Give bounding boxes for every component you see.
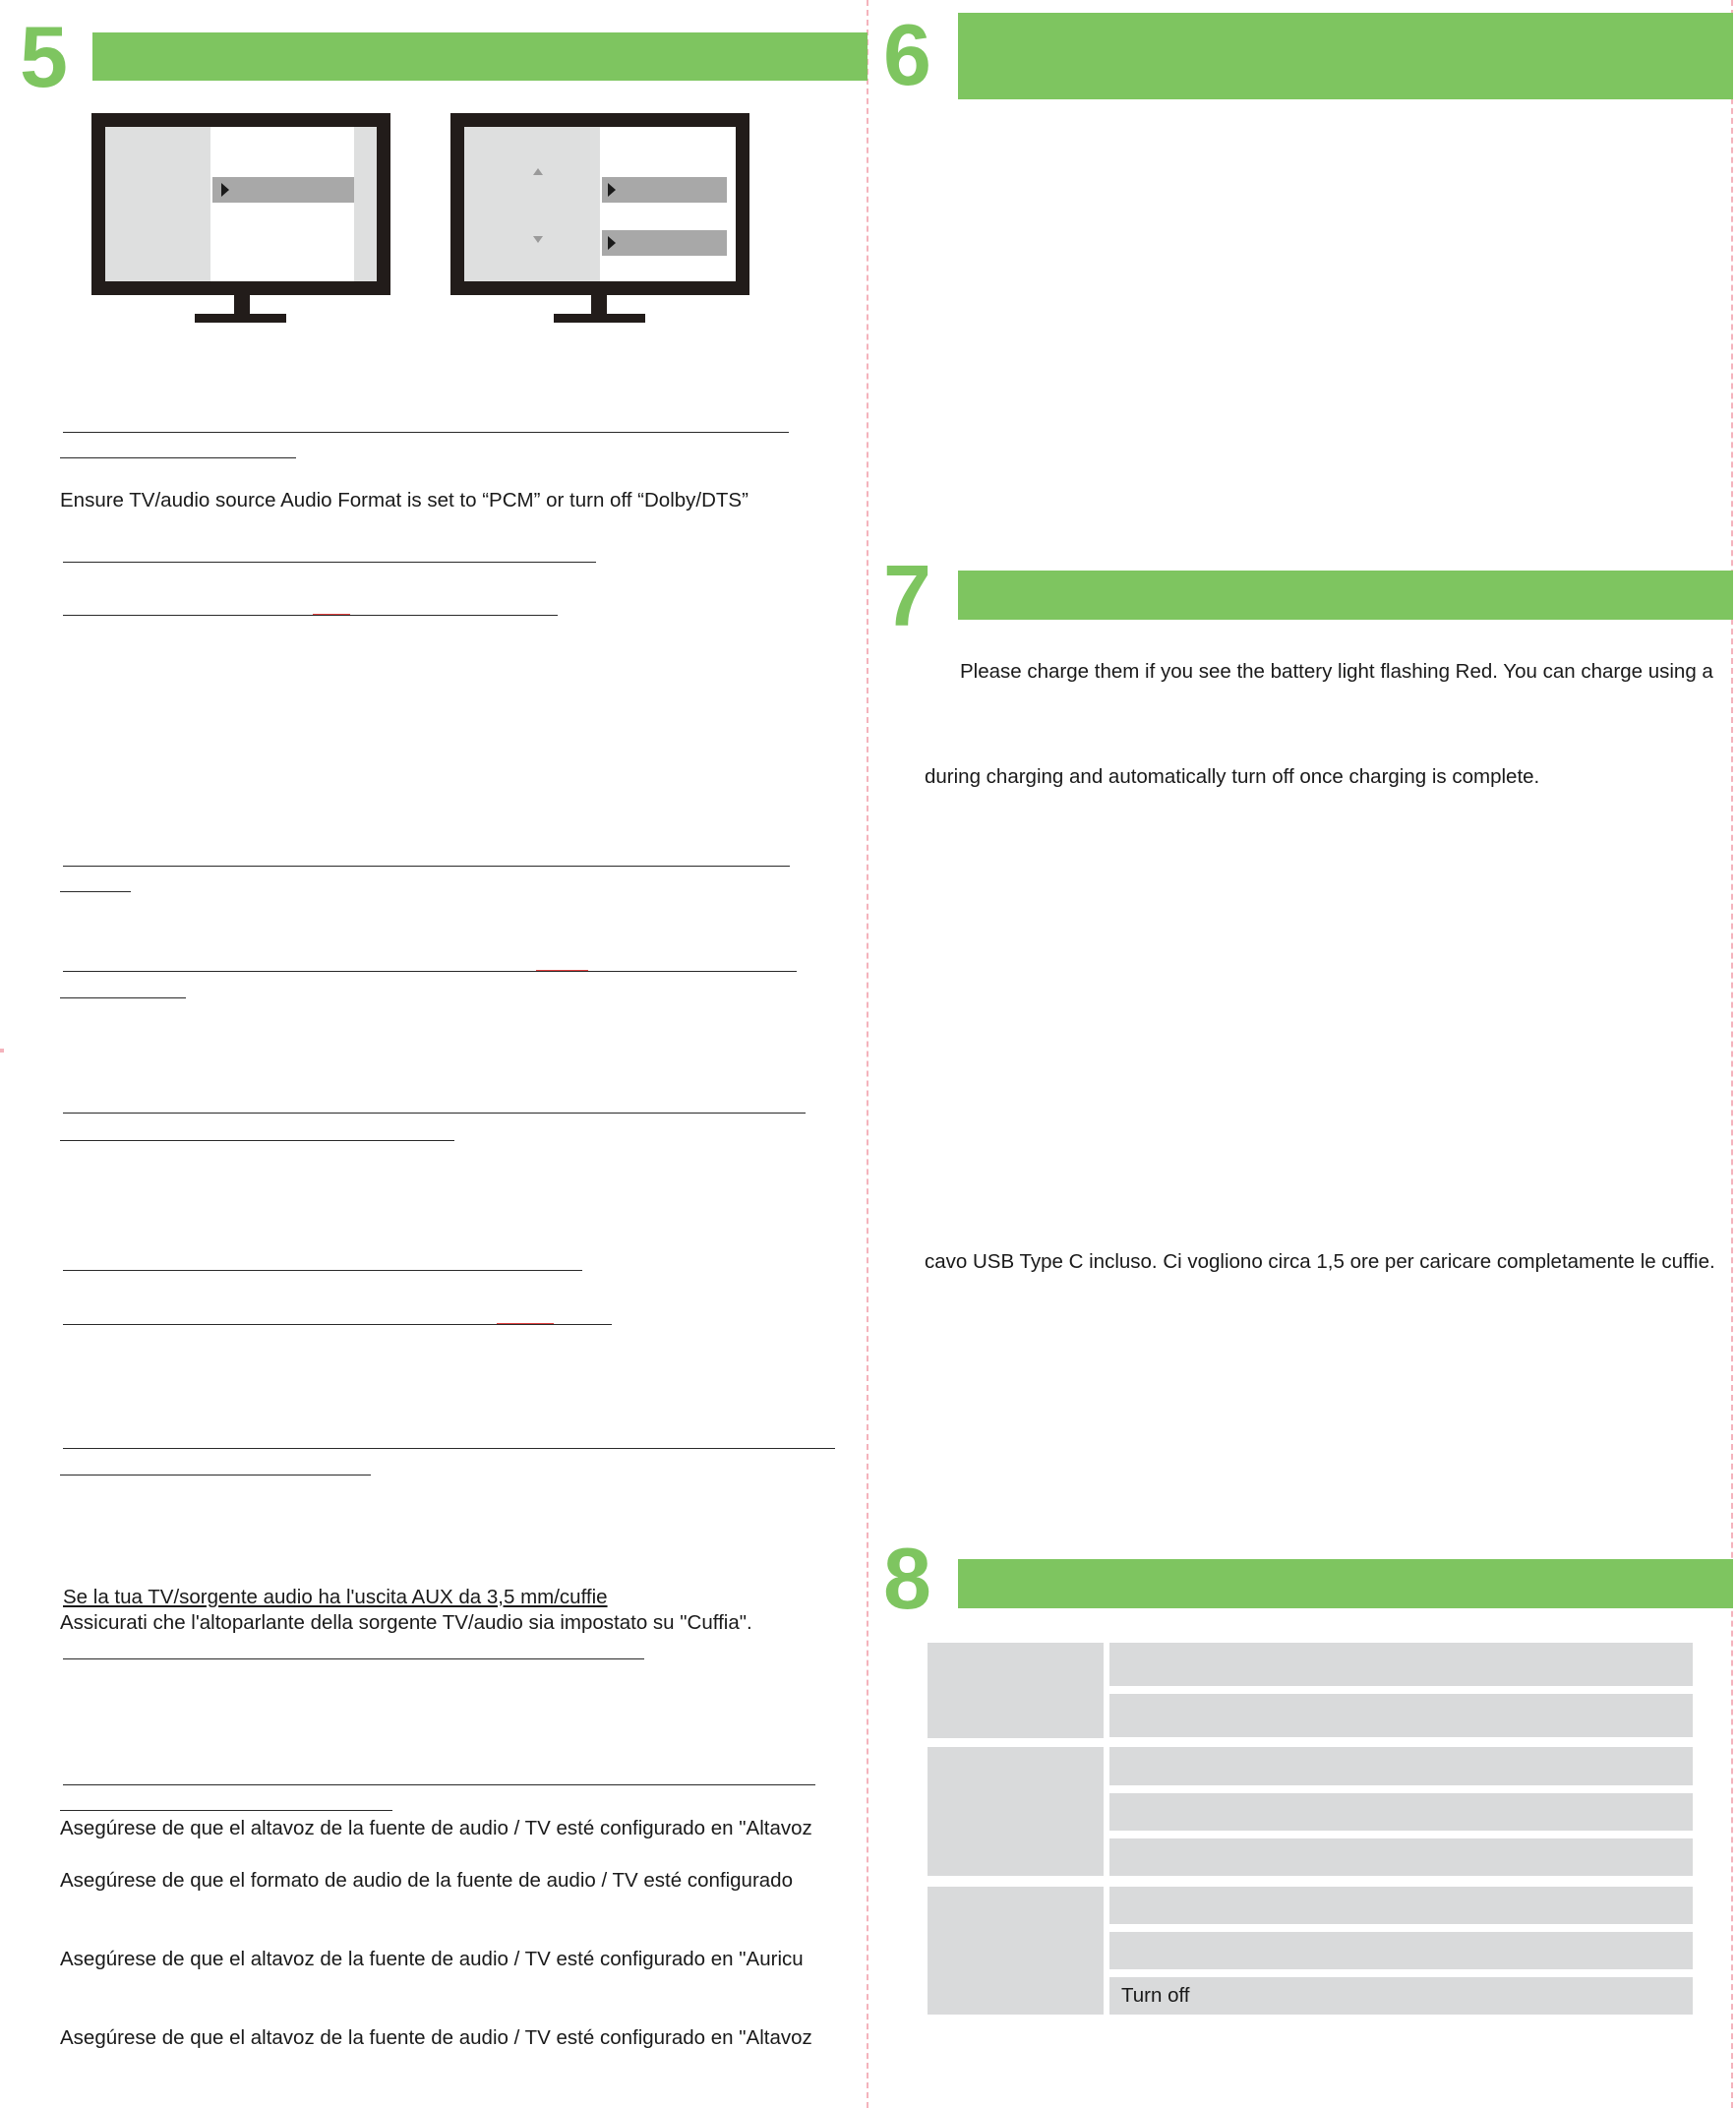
charge-instruction-line-2: during charging and automatically turn off once charging is complete. [925, 765, 1540, 788]
italian-charge-instruction: cavo USB Type C incluso. Ci vogliono circa 1,5 ore per caricare completamente le cuffie. [925, 1250, 1715, 1273]
underline [63, 866, 790, 867]
underline [63, 1658, 644, 1659]
section-5-header-bar [92, 32, 868, 81]
underline [63, 1784, 815, 1785]
red-highlight-mark [313, 614, 350, 615]
italian-heading: Se la tua TV/sorgente audio ha l'uscita AUX da 3,5 mm/cuffie [63, 1586, 608, 1608]
spanish-line-3: Asegúrese de que el altavoz de la fuente de audio / TV esté configurado en "Auricu [60, 1948, 804, 1970]
spanish-line-4: Asegúrese de que el altavoz de la fuente de audio / TV esté configurado en "Altavoz [60, 2026, 812, 2049]
table-cell [1109, 1838, 1693, 1876]
italian-instruction: Assicurati che l'altoparlante della sorgente TV/audio sia impostato su "Cuffia". [60, 1611, 752, 1634]
arrow-down-icon [533, 236, 543, 243]
section-7-header-bar [958, 571, 1733, 620]
table-cell-turn-off [1109, 1977, 1693, 2015]
table-cell [1109, 1694, 1693, 1737]
underline [63, 971, 797, 972]
underline [63, 615, 558, 616]
play-arrow-icon [608, 236, 616, 250]
submenu-row-2 [602, 230, 727, 256]
table-cell [1109, 1643, 1693, 1686]
submenu-row-1 [602, 177, 727, 203]
charge-instruction-line-1: Please charge them if you see the battery light flashing Red. You can charge using a [960, 660, 1713, 683]
underline [63, 1113, 806, 1114]
underline [60, 997, 186, 998]
section-6-number: 6 [883, 6, 931, 103]
underline [60, 1475, 371, 1476]
page-divider [867, 0, 868, 2108]
table-cell [1109, 1932, 1693, 1969]
section-6-header-bar [958, 13, 1733, 99]
page-edge-divider [1731, 0, 1733, 2108]
play-arrow-icon [221, 183, 229, 197]
underline [60, 891, 131, 892]
menu-selected-row [212, 177, 354, 203]
underline [63, 1448, 835, 1449]
section-5-number: 5 [20, 8, 68, 105]
section-8-header-bar [958, 1559, 1733, 1608]
spanish-line-2: Asegúrese de que el formato de audio de la fuente de audio / TV esté configurado [60, 1869, 793, 1892]
table-row-group-1-label [928, 1643, 1104, 1738]
section-7-number: 7 [883, 547, 931, 644]
underline [60, 1810, 392, 1811]
pcm-instruction: Ensure TV/audio source Audio Format is set to “PCM” or turn off “Dolby/DTS” [60, 489, 748, 512]
underline [63, 432, 789, 433]
play-arrow-icon [608, 183, 616, 197]
table-cell [1109, 1887, 1693, 1924]
table-row-group-3-label [928, 1887, 1104, 2015]
section-8-number: 8 [883, 1530, 931, 1627]
underline [63, 562, 596, 563]
red-highlight-mark [536, 970, 588, 971]
edge-mark [0, 1049, 4, 1053]
table-cell [1109, 1793, 1693, 1831]
spanish-line-1: Asegúrese de que el altavoz de la fuente de audio / TV esté configurado en "Altavoz [60, 1817, 812, 1839]
table-cell [1109, 1747, 1693, 1785]
underline [63, 1324, 612, 1325]
underline [63, 1270, 582, 1271]
red-highlight-mark [497, 1323, 554, 1324]
table-row-group-2-label [928, 1747, 1104, 1876]
arrow-up-icon [533, 168, 543, 175]
underline [60, 1140, 454, 1141]
turn-off-label: Turn off [1121, 1984, 1190, 2007]
underline [60, 457, 296, 458]
